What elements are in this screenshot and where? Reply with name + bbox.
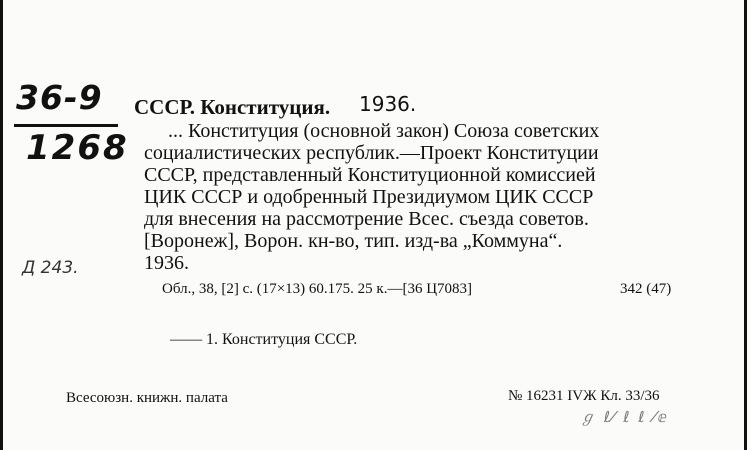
description-line: ЦИК СССР и одобренный Президиумом ЦИК СССР	[144, 186, 594, 208]
shelf-mark-divider	[14, 124, 118, 127]
handwritten-year: 1936.	[359, 92, 417, 116]
description-line: ... Конституция (основной закон) Союза советских	[168, 120, 600, 142]
collation-line: Обл., 38, [2] с. (17×13) 60.175. 25 к.—[36 Ц7083]	[162, 281, 473, 297]
shelf-mark-top: 36-9	[16, 78, 103, 117]
publisher-name: Всесоюзн. книжн. палата	[66, 390, 228, 406]
margin-handwritten-note: Д 243.	[22, 258, 79, 278]
bottom-handwritten-scribble: ℊ ℓ⁄ ℓ ℓ ⁄ⅇ	[580, 408, 669, 426]
subject-heading: —— 1. Конституция СССР.	[170, 331, 358, 348]
card-left-edge	[0, 0, 3, 450]
description-line: для внесения на рассмотрение Всес. съезда советов.	[144, 208, 589, 230]
shelf-mark-bottom: 1268	[26, 128, 129, 168]
price-number: 342 (47)	[620, 281, 672, 297]
bibliographic-description	[144, 120, 720, 274]
registration-number: № 16231 IVЖ Кл. 33/36	[508, 388, 660, 404]
description-line: 1936.	[144, 252, 189, 274]
card-right-edge	[744, 0, 747, 450]
description-line: СССР, представленный Конституционной комиссией	[144, 164, 596, 186]
card-heading: СССР. Конституция.	[134, 95, 331, 119]
description-line: социалистических республик.—Проект Конституции	[144, 142, 599, 164]
description-line: [Воронеж], Ворон. кн-во, тип. изд-ва „Коммуна“.	[144, 230, 563, 252]
